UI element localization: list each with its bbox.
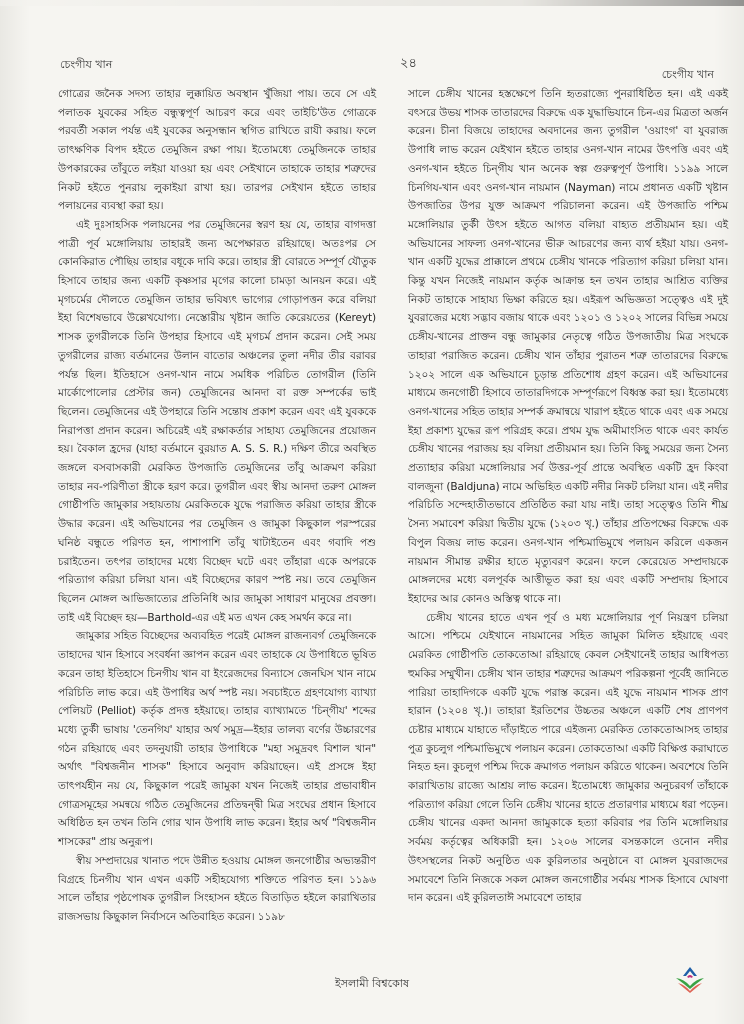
running-title-right: চেংগীয খান	[661, 68, 714, 81]
paragraph: সালে চেঙ্গীয খানের হস্তক্ষেপে তিনি হৃতরাজ্যে পুনরাধিষ্ঠিত হন। এই একই বৎসরে উভয় শাসক তাতারদের বিরুদ্ধে এক যুদ্ধাভিযানে চিন-এর মিত্রতা অর্জন করেন। চীনা বিজয়ে তাহাদের অবদানের জন্য তুগরীল 'ওয়াংগ' বা যুবরাজ উপাধি লাভ করেন যেইখান হইতে তাহার ওনগ-খান নামের উৎপত্তি এবং এই ওনগ-খান হইতে চিন্গীয খান অনেক স্বল্প গুরুত্বপূর্ণ উপাধি। ১১৯৯ সালে চিনগিয-খান এবং ওনগ-খান নায়মান (Nayman) নামে প্রধানত একটি খৃষ্টান উপজাতির উপর যুক্ত আক্রমণ পরিচালনা করেন। এই উপজাতি পশ্চিম মঙ্গোলিয়ার তুর্কী উৎস হইতে আগত বলিয়া বাহ্যত প্রতীয়মান হয়। এই অভিযানের সাফল্য ওনগ-খানের ভীরু আচরণের জন্য ব্যর্থ হইয়া যায়। ওনগ-খান একটি যুদ্ধের প্রাক্কালে প্রথমে চেঙ্গীয খানকে পরিত্যাগ করিয়া চলিয়া যান। কিন্তু যখন নিজেই নায়মান কর্তৃক আক্রান্ত হন তখন তাহার আশ্রিত ব্যক্তির নিকট তাহাকে সাহায্য ভিক্ষা করিতে হয়। এইরূপ অভিজ্ঞতা সত্ত্বেও এই দুই যুবরাজের মধ্যে সদ্ভাব বজায় থাকে এবং ১২০১ ও ১২০২ সালের বিভিন্ন সময়ে চেঙ্গীয-খানের প্রাক্তন বন্ধু জামুকার নেতৃত্বে গঠিত উপজাতীয় মিত্র সংঘকে তাহারা পরাজিত করেন। চেঙ্গীয খান তাঁহার পুরাতন শত্রু তাতারদের বিরুদ্ধে ১২০২ সালে এক অভিযানে চূড়ান্ত প্রতিশোধ গ্রহণ করেন। এই অভিযানের মাধ্যমে জনগোষ্ঠী হিসাবে তাতারদিগকে সম্পূর্ণরূপে বিধ্বস্ত করা হয়। ইতোমধ্যে ওনগ-খানের সহিত তাহার সম্পর্ক ক্রমান্বয়ে খারাপ হইতে থাকে এবং এক সময়ে ইহা প্রকাশ্য যুদ্ধের রূপ পরিগ্রহ করে। প্রথম যুদ্ধ অমীমাংসিত থাকে এবং কার্যত চেঙ্গীয খানের পরাজয় হয় বলিয়া প্রতীয়মান হয়। তিনি কিছু সময়ের জন্য সৈন্য প্রত্যাহার করিয়া মঙ্গোলিয়ার সর্ব উত্তর-পূর্ব প্রান্তে অবস্থিত একটি হ্রদ কিংবা বালজুনা (Baldjuna) নামে অভিহিত একটি নদীর নিকট চলিয়া যান। এই নদীর পরিচিতি সন্দেহাতীতভাবে প্রতিষ্ঠিত করা যায় নাই। তাহা সত্ত্বেও তিনি শীঘ্র সৈন্য সমাবেশ করিয়া দ্বিতীয় যুদ্ধে (১২০৩ খৃ.) তাঁহার প্রতিপক্ষের বিরুদ্ধে এক বিপুল বিজয় লাভ করেন। ওনগ-খান পশ্চিমাভিমুখে পলায়ন করিলে একজন নায়মান সীমান্ত রক্ষীর হাতে মৃত্যুবরণ করেন। ফলে কেরেয়েত সম্প্রদায়কে মোঙ্গলদের মধ্যে বলপূর্বক আত্তীভূত করা হয় এবং একটি সম্প্রদায় হিসাবে ইহাদের আর কোনও অস্তিত্ব থাকে না।	[408, 88, 728, 605]
scan-edge	[0, 0, 744, 6]
running-title-left: চেংগীয খান	[60, 58, 113, 71]
page-footer	[0, 975, 744, 994]
page-header	[60, 56, 714, 81]
right-column	[408, 85, 728, 908]
paragraph: চেঙ্গীয খানের হাতে এখন পূর্ব ও মধ্য মঙ্গোলিয়ার পূর্ণ নিয়ন্ত্রণ চলিয়া আসে। পশ্চিমে যেইখানে নায়মানের সহিত জামুকা মিলিত হইয়াছে এবং মেরকিত গোষ্ঠীপতি তোকতোআ রহিয়াছে কেবল সেইখানেই তাহার আধিপত্য হুমকির সম্মুখীন। চেঙ্গীয খান তাহার শত্রুদের আক্রমণ পরিকল্পনা পূর্বেই জানিতে পারিয়া তাহাদিগকে একটি যুদ্ধে পরাস্ত করেন। এই যুদ্ধে নায়মান শাসক প্রাণ হারান (১২০৪ খৃ.)। তাহারা ইরতিশের উচ্চতর অঞ্চলে একটি শেষ প্রাণপণ চেষ্টার মাধ্যমে যাহাতে দাঁড়াইতে পারে এইজন্য মেরকিত তোকতোআসহ তাহার পুত্র কুচলুগ পশ্চিমাভিমুখে পলায়ন করেন। তোকতোআ একটি বিক্ষিপ্ত করাঘাতে নিহত হন। কুচলুগ পশ্চিম দিকে ক্রমাগত পলায়ন করিতে থাকেন। অবশেষে তিনি কারাখিতায় রাজ্যে আশ্রয় লাভ করেন। ইতোমধ্যে জামুকার অনুচরবর্গ তাঁহাকে পরিত্যাগ করিয়া গেলে তিনি চেঙ্গীয খানের হাতে প্রতারণার মাধ্যমে ধরা পড়েন। চেঙ্গীয খানের একদা আনদা জামুকাকে হত্যা করিবার পর তিনি মঙ্গোলিয়ার সর্বময় কর্তৃত্বের অধিকারী হন। ১২০৬ সালের বসন্তকালে ওনোন নদীর উৎসস্থলের নিকট অনুষ্ঠিত এক কুরিলতার অনুষ্ঠানে বা মোঙ্গল যুবরাজদের সমাবেশে তিনি নিজকে সকল মোঙ্গল জনগোষ্ঠীর সর্বময় শাসক হিসাবে ঘোষণা দান করেন। এই কুরিলতাঈ সমাবেশে তাহার	[408, 611, 728, 905]
paragraph: গোত্রের জনৈক সদস্য তাহার লুক্কায়িত অবস্থান খুঁজিয়া পায়। তবে সে এই পলাতক যুবকের সহিত বন্ধুত্বপূর্ণ আচরণ করে এবং তাইচি'উত গোত্রকে পরবর্তী সকাল পর্যন্ত এই যুবকের অনুসন্ধান স্থগিত রাখিতে রাযী করায়। ফলে তাৎক্ষণিক বিপদ হইতে তেমুজিন রক্ষা পায়। ইতোমধ্যে তেমুজিনকে তাহার উপকারকের তাঁবুতে লইয়া যাওয়া হয় এবং সেইখানে তাহাকে তাহার শত্রুদের নিকট হইতে পুনরায় লুকাইয়া রাখা হয়। তারপর সেইখান হইতে তাহার পলায়নের ব্যবস্থা করা হয়।	[58, 88, 376, 213]
paragraph: স্বীয় সম্প্রদায়ের খানাত পদে উন্নীত হওয়ায় মোঙ্গল জনগোষ্ঠীর অভ্যন্তরীণ বিগ্রহে চিনগীয খান এখন একটি সহীহযোগ্য শক্তিতে পরিণত হন। ১১৯৬ সালে তাঁহার পৃষ্ঠপোষক তুগরীল সিংহাসন হইতে বিতাড়িত হইলে কারাখিতার রাজসভায় কিছুকাল নির্বাসনে অতিবাহিত করেন। ১১৯৮	[58, 854, 376, 923]
paragraph: জামুকার সহিত বিচ্ছেদের অব্যবহিত পরেই মোঙ্গল রাজন্যবর্গ তেমুজিনকে তাহাদের খান হিসাবে সংবর্ধনা জ্ঞাপন করেন এবং তাহাকে যে উপাধিতে ভূষিত করেন তাহা ইতিহাসে চিনগীয খান বা ইংরেজদের বিন্যাসে জেনঘিস খান নামে পরিচিতি লাভ করে। এই উপাধির অর্থ স্পষ্ট নয়। সবচাইতে গ্রহণযোগ্য ব্যাখ্যা পেলিয়ট (Pelliot) কর্তৃক প্রদত্ত হইয়াছে। তাহার ব্যাখ্যামতে 'চিন্গীয' শব্দের মধ্যে তুর্কী ভাষায় 'তেনগিয' যাহার অর্থ সমুদ্র—ইহার তালব্য বর্ণের উচ্চারণের গঠন রহিয়াছে এবং তদনুযায়ী তাহার উপাধিকে "মহা সমুদ্রবৎ বিশাল খান" অর্থাৎ "বিশ্বজনীন শাসক" হিসাবে অনুবাদ করিয়াছেন। এই প্রসঙ্গে ইহা তাৎপর্যহীন নয় যে, কিছুকাল পরেই জামুকা যখন নিজেই তাহার প্রভাবাধীন গোত্রসমূহের সমন্বয়ে গঠিত তেমুজিনের প্রতিদ্বন্দ্বী মিত্র সংঘের প্রধান হিসাবে অধিষ্ঠিত হন তখন তিনি গোর খান উপাধি লাভ করেন। ইহার অর্থ "বিশ্বজনীন শাসকের" প্রায় অনুরূপ।	[58, 630, 376, 849]
article-body	[58, 85, 728, 923]
publication-name: ইসলামী বিশ্বকোষ	[334, 977, 410, 990]
left-column	[58, 85, 376, 927]
paragraph: এই দুঃসাহসিক পলায়নের পর তেমুজিনের স্বরণ হয় যে, তাহার বাগদত্তা পাত্রী পূর্ব মঙ্গোলিয়ায় তাহারই জন্য অপেক্ষারত রহিয়াছে। অতঃপর সে কোনকিরাত পৌছিয় তাহার বধূকে দাবি করে। তাহার স্ত্রী বোরতে সম্পূর্ণ যৌতুক হিসাবে তাহার জন্য একটি কৃষ্ণসার মৃগের কালো চামড়া আনয়ন করে। এই মৃগচর্মের দৌলতে তেমুজিন তাহার ভবিষ্যৎ ভাগ্যের গোড়াপত্তন করে বলিয়া ইহা বিশেষভাবে উল্লেখযোগ্য। নেস্তোরীয় খৃষ্টান জাতি কেরেয়তের (Kereyt) শাসক তুগরীলকে তিনি উপহার হিসাবে এই মৃগচর্ম প্রদান করেন। সেই সময় তুগরীলের রাজ্য বর্তমানের উলান বাতোর অঞ্চলের তুলা নদীর তীর বরাবর পর্যন্ত ছিল। ইতিহাসে ওনগ-খান নামে সমধিক পরিচিত তোগরীল (তিনি মার্কোপোলোর প্রেস্টার জন) তেমুজিনের আনদা বা রক্ত সম্পর্কের ভাই ছিলেন। তেমুজিনের এই উপহারে তিনি সন্তোষ প্রকাশ করেন এবং এই যুবককে নিরাপত্তা প্রদান করেন। অচিরেই এই রক্ষাকর্তার সাহায্য তেমুজিনের প্রয়োজন হয়। বৈকাল হ্রদের (যাহা বর্তমানে বুরয়াত A. S. S. R.) দক্ষিণ তীরে অবস্থিত জঙ্গলে বসবাসকারী মেরকিত উপজাতি তেমুজিনের তাঁবু আক্রমণ করিয়া তাহার নব-পরিণীতা স্ত্রীকে হরণ করে। তুগরীল এবং স্বীয় আনদা তরুণ মোঙ্গল গোষ্ঠীপতি জামুকার সহায়তায় মেরকিতকে যুদ্ধে পরাজিত করিয়া তাহার স্ত্রীকে উদ্ধার করেন। এই অভিযানের পর তেমুজিন ও জামুকা কিছুকাল পরস্পরের ঘনিষ্ঠ বন্ধুতে পরিণত হন, পাশাপাশি তাঁবু খাটাইতেন এবং গবাদি পশু চরাইতেন। তৎপর তাহাদের মধ্যে বিচ্ছেদ ঘটে এবং তাঁহারা একে অপরকে পরিত্যাগ করিয়া চলিয়া যান। এই বিচ্ছেদের কারণ স্পষ্ট নয়। তবে তেমুজিন ছিলেন মোঙ্গল আভিজাত্যের প্রতিনিধি আর জামুকা সাধারণ মানুষের প্রবক্তা। তাই এই বিচ্ছেদ হয়—Barthold-এর এই মত এখন কেহ সমর্থন করে না।	[58, 218, 376, 624]
page-number: ২৪	[400, 56, 417, 71]
islamic-foundation-logo-icon	[672, 965, 708, 995]
